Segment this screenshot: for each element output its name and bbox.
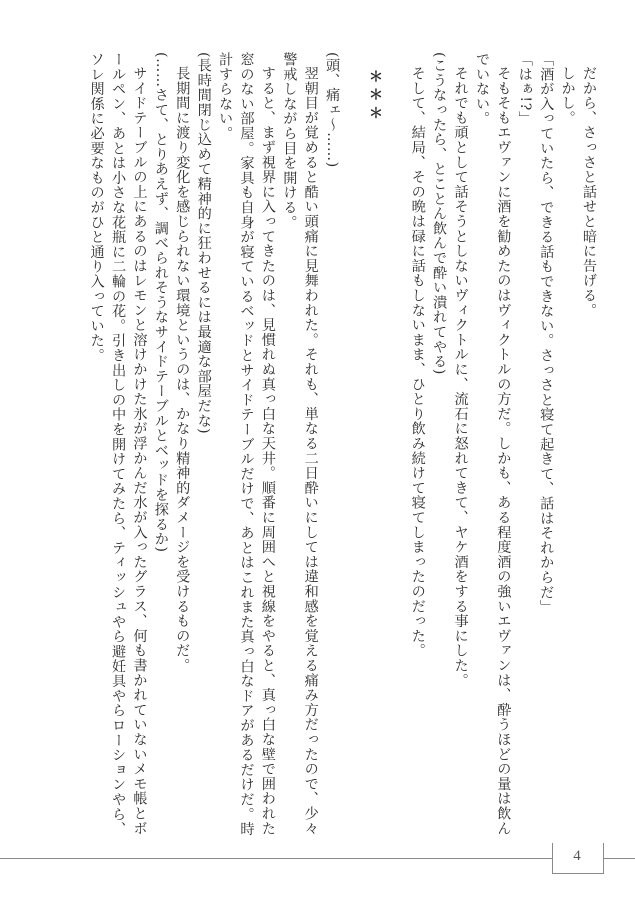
vertical-text-body bbox=[85, 52, 599, 852]
text-line: ールペン、あとは小さな花瓶に二輪の花。引き出しの中を開けてみたら、ティッシュやら避妊具やらローションやら、 bbox=[110, 52, 127, 837]
footer-rule bbox=[0, 858, 635, 859]
text-line: 警戒しながら目を開ける。 bbox=[281, 52, 298, 230]
scene-break-stars: ＊＊＊ bbox=[366, 69, 383, 124]
page-number: 4 bbox=[573, 848, 581, 864]
blank-line bbox=[385, 52, 406, 852]
text-line: すると、まず視界に入ってきたのは、見慣れぬ真っ白な天井。順番に周囲へと視線をやると、真っ白な壁で囲われた bbox=[259, 66, 276, 836]
thought-line: (長時間閉じ込めて精神的に狂わせるには最適な部屋だな) bbox=[195, 52, 212, 435]
blank-line bbox=[342, 52, 363, 852]
text-line: そもそもエヴァンに酒を勧めたのはヴィクトルの方だ。しかも、ある程度酒の強いエヴァンは、酔うほどの量は飲ん bbox=[495, 66, 512, 836]
text-line: ソレ関係に必要なものがひと通り入っていた。 bbox=[88, 52, 105, 363]
text-line: 窓のない部屋。家具も自身が寝ているベッドとサイドテーブルだけで、あとはこれまた真っ白なドアがあるだけだ。時 bbox=[238, 52, 255, 837]
dialogue-line: 「酒が入っていたら、できる話もできない。さっさと寝て起きて、話はそれからだ」 bbox=[538, 52, 555, 615]
thought-line: (頭、痛ェ～……) bbox=[324, 52, 341, 168]
thought-line: (こうなったら、とことん飲んで酔い潰れてやる) bbox=[431, 52, 448, 376]
dialogue-line: 「はぁ!?」 bbox=[516, 52, 533, 126]
text-line: 計すらない。 bbox=[217, 52, 234, 141]
text-line: そして、結局、その晩は碌に話もしないまま、ひとり飲み続けて寝てしまったのだった。 bbox=[409, 66, 426, 659]
text-line: 翌朝目が覚めると酷い頭痛に見舞われた。それも、単なる二日酔いにしては違和感を覚える痛み方だったので、少々 bbox=[302, 66, 319, 836]
text-line: だから、さっさと話せと暗に告げる。 bbox=[581, 66, 597, 318]
thought-line: (……さて、とりあえず、調べられそうなサイドテーブルとベッドを探るか) bbox=[152, 52, 169, 553]
text-line: それでも頑として話そうとしないヴィクトルに、流石に怒れてきて、ヤケ酒をする事にした。 bbox=[452, 66, 469, 688]
text-line: 長期間に渡り変化を感じられない環境というのは、かなり精神的ダメージを受けるものだ。 bbox=[174, 66, 191, 673]
text-line: サイドテーブルの上にあるのはレモンと溶けかけた氷が浮かんだ水が入ったグラス、何も書かれていないメモ帳とボ bbox=[131, 66, 148, 836]
text-line: しかし。 bbox=[559, 66, 576, 126]
text-line: でいない。 bbox=[473, 52, 490, 126]
